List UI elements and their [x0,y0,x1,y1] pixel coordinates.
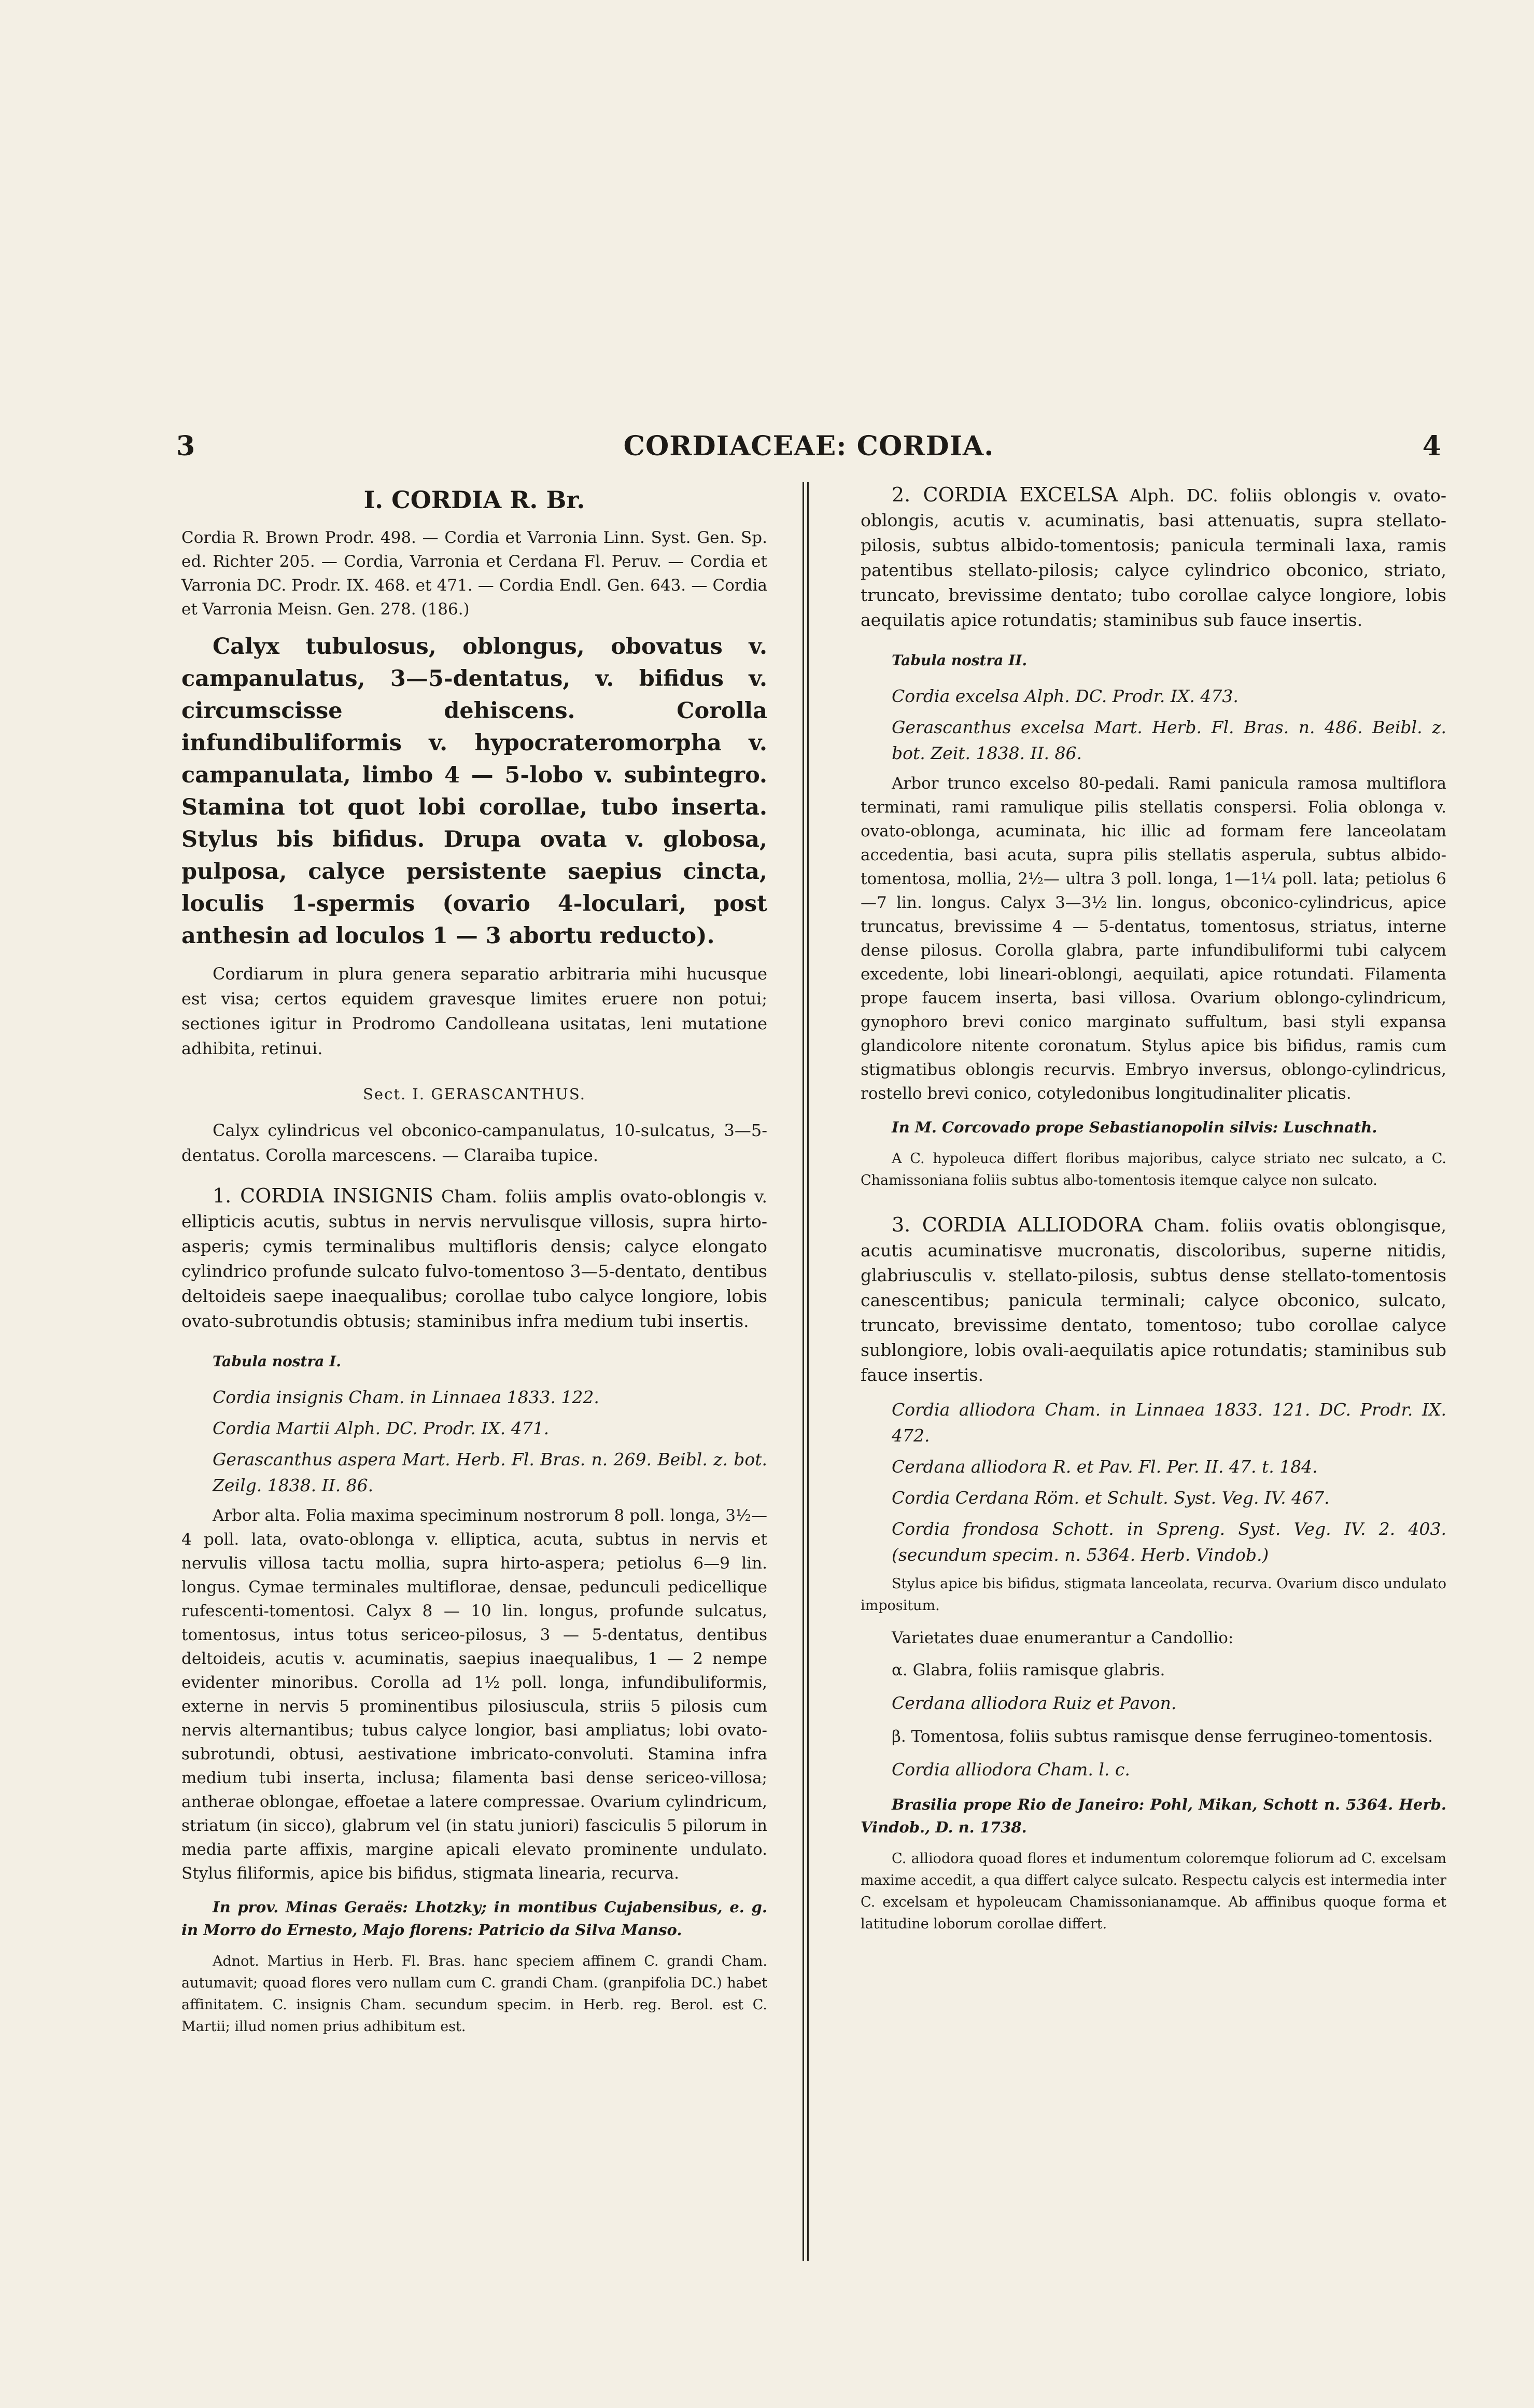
section-description: Calyx cylindricus vel obconico-campanulatus, 10-sulcatus, 3—5-dentatus. Corolla marcescens. — Claraiba tupice. [181,1121,767,1165]
species-1-description: Arbor alta. Folia maxima speciminum nostrorum 8 poll. longa, 3½—4 poll. lata, ovato-oblonga v. elliptica, acuta, subtus in nervis et nervulis villosa tactu mollia, supra hirto-aspera; petiolus 6—9 lin. longus. Cymae terminales multiflorae, densae, pedunculi pedicellique rufescenti-tomentosi. Calyx 8 — 10 lin. longus, profunde sulcatus, tomentosus, intus totus sericeo-pilosus, 3 — 5-dentatus, dentibus deltoideis, acutis v. acuminatis, saepius inaequalibus, 1 — 2 nempe evidenter minoribus. Corolla ad 1½ poll. longa, infundibuliformis, externe in nervis 5 prominentibus pilosiuscula, striis 5 pilosis cum nervis alternantibus; tubus calyce longior, basi ampliatus; lobi ovato-subrotundi, obtusi, aestivatione imbricato-convoluti. Stamina infra medium tubi inserta, inclusa; filamenta basi dense sericeo-villosa; antherae oblongae, effoetae a latere compressae. Ovarium cylindricum, striatum (in sicco), glabrum vel (in statu juniori) fasciculis 5 pilorum in media parte affixis, margine apicali elevato prominente undulato. Stylus filiformis, apice bis bifidus, stigmata linearia, recurva. [181,1506,767,1883]
column-divider [803,482,809,2261]
variety-beta-citation: Cordia alliodora Cham. l. c. [892,1759,1130,1780]
species-1-citation: Cordia insignis Cham. in Linnaea 1833. 122. [213,1387,599,1407]
species-1-adnotation: Adnot. Martius in Herb. Fl. Bras. hanc speciem affinem C. grandi Cham. autumavit; quoad flores vero nullam cum C. grandi Cham. (granpifolia DC.) habet affinitatem. C. insignis Cham. secundum specim. in Herb. reg. Berol. est C. Martii; illud nomen prius adhibitum est. [181,1953,767,2035]
species-1-diagnosis: Cham. foliis amplis ovato-oblongis v. ellipticis acutis, subtus in nervis nervulisque villosis, supra hirto-asperis; cymis terminalibus multifloris densis; calyce elongato cylindrico profunde sulcato fulvo-tomentoso 3—5-dentato, dentibus deltoideis saepe inaequalibus; corollae tubo calyce longiore, lobis ovato-subrotundis obtusis; staminibus infra medium tubi insertis. [181,1186,767,1331]
species-2-citation: Cordia excelsa Alph. DC. Prodr. IX. 473. [892,686,1239,706]
genus-note: Cordiarum in plura genera separatio arbitraria mihi hucusque est visa; certos equidem gravesque limites eruere non potui; sectiones igitur in Prodromo Candolleana usitatas, leni mutatione adhibita, retinui. [181,964,767,1058]
species-1-citation: Cordia Martii Alph. DC. Prodr. IX. 471. [213,1418,550,1438]
page-number-right: 4 [1422,430,1441,462]
species-1-entry [181,1183,767,1334]
species-2-diagnosis: Alph. DC. foliis oblongis v. ovato-oblongis, acutis v. acuminatis, basi attenuatis, supra stellato-pilosis, subtus albido-tomentosis; panicula terminali laxa, ramis patentibus stellato-pilosis; calyce cylindrico obconico, striato, truncato, brevissime dentato; tubo corollae calyce longiore, lobis aequilatis apice rotundatis; staminibus sub fauce insertis. [861,485,1446,630]
species-2-plate: Tabula nostra II. [892,652,1028,669]
species-1-plate: Tabula nostra I. [213,1353,341,1370]
species-3-diagnosis: Cham. foliis ovatis oblongisque, acutis acuminatisve mucronatis, discoloribus, superne nitidis, glabriusculis v. stellato-pilosis, subtus dense stellato-tomentosis canescentibus; panicula terminali; calyce obconico, sulcato, truncato, brevissime dentato, tomentoso; tubo corollae calyce sublongiore, lobis ovali-aequilatis apice rotundatis; staminibus sub fauce insertis. [861,1215,1446,1385]
species-3-note: Stylus apice bis bifidus, stigmata lanceolata, recurva. Ovarium disco undulato impositum. [861,1576,1446,1614]
variety-alpha: α. Glabra, foliis ramisque glabris. [892,1661,1165,1679]
species-2-description: Arbor trunco excelso 80-pedali. Rami panicula ramosa multiflora terminati, rami ramulique pilis stellatis conspersi. Folia oblonga v. ovato-oblonga, acuminata, hic illic ad formam fere lanceolatam accedentia, basi acuta, supra pilis stellatis asperula, subtus albido-tomentosa, mollia, 2½— ultra 3 poll. longa, 1—1¼ poll. lata; petiolus 6—7 lin. longus. Calyx 3—3½ lin. longus, obconico-cylindricus, apice truncatus, brevissime 4 — 5-dentatus, tomentosus, striatus, interne dense pilosus. Corolla glabra, parte infundibuliformi tubi calycem excedente, lobi lineari-oblongi, aequilati, apice rotundati. Filamenta prope faucem inserta, basi villosa. Ovarium oblongo-cylindricum, gynophoro brevi conico marginato suffultum, basi styli expansa glandicolore nitente coronatum. Stylus apice bis bifidus, ramis cum stigmatibus oblongis recurvis. Embryo inversus, oblongo-cylindricus, rostello brevi conico, cotyledonibus longitudinaliter plicatis. [861,774,1446,1103]
page-header [176,425,1441,467]
section-title: Sect. I. GERASCANTHUS. [363,1085,586,1103]
genus-title: I. CORDIA R. Br. [363,486,585,514]
species-2-note: A C. hypoleuca differt floribus majoribus, calyce striato nec sulcato, a C. Chamissoniana foliis subtus albo-tomentosis itemque calyce non sulcato. [861,1151,1446,1188]
left-column [181,482,767,2047]
genus-synonymy: Cordia R. Brown Prodr. 498. — Cordia et Varronia Linn. Syst. Gen. Sp. ed. Richter 205. — Cordia, Varronia et Cerdana Fl. Peruv. — Cordia et Varronia DC. Prodr. IX. 468. et 471. — Cordia Endl. Gen. 643. — Cordia et Varronia Meisn. Gen. 278. (186.) [181,528,767,619]
species-3-entry [861,1212,1446,1388]
species-1-locality: In prov. Minas Geraës: Lhotzky; in montibus Cujabensibus, e. g. in Morro do Ernesto, Majo florens: Patricio da Silva Manso. [181,1898,767,1939]
species-2-name: 2. CORDIA EXCELSA [892,483,1118,506]
species-3-name: 3. CORDIA ALLIODORA [892,1213,1143,1236]
species-3-locality: Brasilia prope Rio de Janeiro: Pohl, Mikan, Schott n. 5364. Herb. Vindob., D. n. 1738. [861,1796,1446,1836]
page-number-left: 3 [176,430,195,462]
species-2-entry [861,482,1446,633]
species-3-comparison-note: C. alliodora quoad flores et indumentum coloremque foliorum ad C. excelsam maxime accedit, a qua differt calyce sulcato. Respectu calycis est intermedia inter C. excelsam et hypoleucam Chamissonianamque. Ab affinibus quoque forma et latitudine loborum corollae differt. [861,1851,1446,1932]
running-title: CORDIACEAE: CORDIA. [623,430,994,462]
variety-alpha-citation: Cerdana alliodora Ruiz et Pavon. [892,1693,1177,1713]
variety-beta: β. Tomentosa, foliis subtus ramisque dense ferrugineo-tomentosis. [892,1727,1433,1746]
species-3-citation: Cordia Cerdana Röm. et Schult. Syst. Veg. IV. 467. [892,1488,1330,1508]
species-2-citation: Gerascanthus excelsa Mart. Herb. Fl. Bras. n. 486. Beibl. z. bot. Zeit. 1838. II. 86. [892,717,1446,763]
varieties-intro: Varietates duae enumerantur a Candollio: [892,1629,1234,1647]
species-3-citation: Cordia alliodora Cham. in Linnaea 1833. 121. DC. Prodr. IX. 472. [892,1399,1446,1446]
species-3-citation: Cerdana alliodora R. et Pav. Fl. Per. II. 47. t. 184. [892,1457,1318,1477]
genus-diagnosis: Calyx tubulosus, oblongus, obovatus v. campanulatus, 3—5-dentatus, v. bifidus v. circumscisse dehiscens. Corolla infundibuliformis v. hypocrateromorpha v. campanulata, limbo 4 — 5-lobo v. subintegro. Stamina tot quot lobi corollae, tubo inserta. Stylus bis bifidus. Drupa ovata v. globosa, pulposa, calyce persistente saepius cincta, loculis 1-spermis (ovario 4-loculari, post anthesin ad loculos 1 — 3 abortu reducto). [181,634,767,949]
species-2-locality: In M. Corcovado prope Sebastianopolin silvis: Luschnath. [892,1118,1377,1136]
species-3-citation: Cordia frondosa Schott. in Spreng. Syst. Veg. IV. 2. 403. (secundum specim. n. 5364. Herb. Vindob.) [892,1519,1446,1565]
species-1-name: 1. CORDIA INSIGNIS [213,1184,433,1207]
right-column [861,482,1446,1944]
species-1-citation: Gerascanthus aspera Mart. Herb. Fl. Bras. n. 269. Beibl. z. bot. Zeilg. 1838. II. 86. [213,1449,767,1495]
